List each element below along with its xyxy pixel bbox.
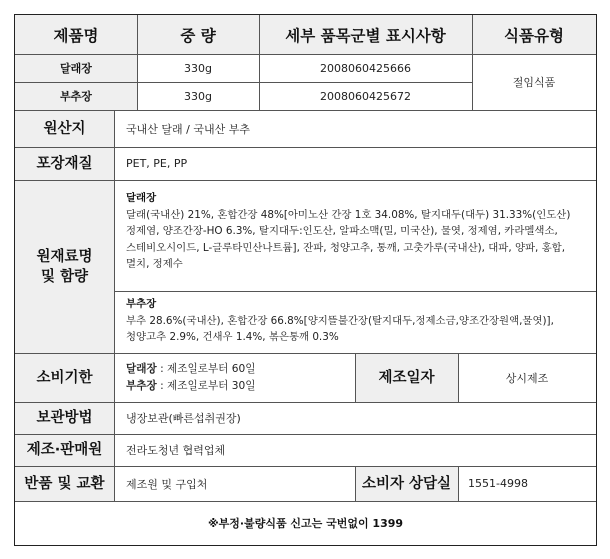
footer-notice: ※부정·불량식품 신고는 국번없이 1399 — [207, 517, 404, 530]
buchu-ingredients-line: 청양고추 2.9%, 건새우 1.4%, 볶은통깨 0.3% — [126, 331, 339, 344]
expiry-buchu-value: : 제조일로부터 30일 — [156, 379, 256, 392]
product-weight-buchu: 330g — [184, 89, 212, 103]
product-report-dallae: 2008060425666 — [320, 61, 411, 75]
storage-label: 보관방법 — [36, 410, 93, 426]
dallae-ingredients-line: 정제염, 양조간장-HO 6.3%, 탈지대두:인도산, 알파소맥(밀, 미국산), 물엿, 정제염, 카라멜색소, — [126, 225, 558, 238]
product-weight-dallae: 330g — [184, 61, 212, 75]
origin-label: 원산지 — [43, 120, 86, 137]
buchu-ingredients-title: 부추장 — [126, 298, 157, 310]
manufacturer-value: 전라도청년 협력업체 — [126, 444, 226, 457]
manufacture-date-value: 상시제조 — [505, 371, 549, 385]
dallae-ingredients-title: 달래장 — [126, 192, 157, 204]
expiry-label: 소비기한 — [36, 369, 93, 386]
returns-label: 반품 및 교환 — [24, 475, 105, 492]
expiry-buchu — [126, 378, 351, 395]
ingredients-label-line2: 및 함량 — [40, 268, 89, 285]
grid-line — [114, 291, 596, 292]
product-name-dallae: 달래장 — [60, 62, 92, 75]
returns-value: 제조원 및 구입처 — [126, 477, 208, 491]
origin-value: 국내산 달래 / 국내산 부추 — [126, 122, 250, 136]
packaging-value: PET, PE, PP — [126, 157, 188, 170]
consumer-value: 1551-4998 — [468, 477, 528, 490]
buchu-ingredients — [126, 296, 588, 346]
buchu-ingredients-line: 부추 28.6%(국내산), 혼합간장 66.8%[양지뜰불간장(탈지대두,정제소금,양조간장원액,물엿)], — [126, 314, 554, 327]
expiry-dallae-value: : 제조일로부터 60일 — [156, 363, 256, 375]
food-type-value: 절임식품 — [512, 76, 556, 89]
dallae-ingredients — [126, 190, 588, 273]
grid-line — [458, 466, 459, 501]
dallae-ingredients-line: 달래(국내산) 21%, 혼합간장 48%[아미노산 간장 1호 34.08%, 탈지대두(대두) 31.33%(인도산) — [126, 208, 571, 221]
consumer-label: 소비자 상담실 — [361, 475, 452, 492]
ingredients-label-line1: 원재료명 — [36, 248, 93, 265]
expiry-buchu-name: 부추장 — [126, 379, 157, 392]
grid-line — [114, 110, 115, 501]
product-name-buchu: 부추장 — [60, 90, 92, 103]
ingredients-label — [15, 180, 114, 353]
dallae-ingredients-line: 멸치, 정제수 — [126, 258, 183, 271]
manufacture-date-label: 제조일자 — [378, 369, 435, 386]
header-food-type: 식품유형 — [504, 26, 564, 45]
dallae-ingredients-line: 스테비오시이드, L-글루타민산나트륨], 잔파, 청양고추, 통깨, 고춧가루(국내산), 대파, 양파, 홍합, — [126, 241, 566, 254]
product-report-buchu: 2008060425672 — [320, 89, 411, 103]
header-product-name: 제품명 — [53, 26, 99, 45]
expiry-values — [126, 361, 351, 394]
expiry-dallae-name: 달래장 — [126, 363, 157, 375]
packaging-label: 포장재질 — [36, 155, 93, 172]
header-weight: 중 량 — [180, 26, 216, 45]
storage-value: 냉장보관(빠른섭취권장) — [126, 412, 241, 425]
header-report-number: 세부 품목군별 표시사항 — [285, 26, 446, 45]
manufacturer-label: 제조·판매원 — [26, 442, 103, 458]
expiry-dallae — [126, 361, 351, 378]
